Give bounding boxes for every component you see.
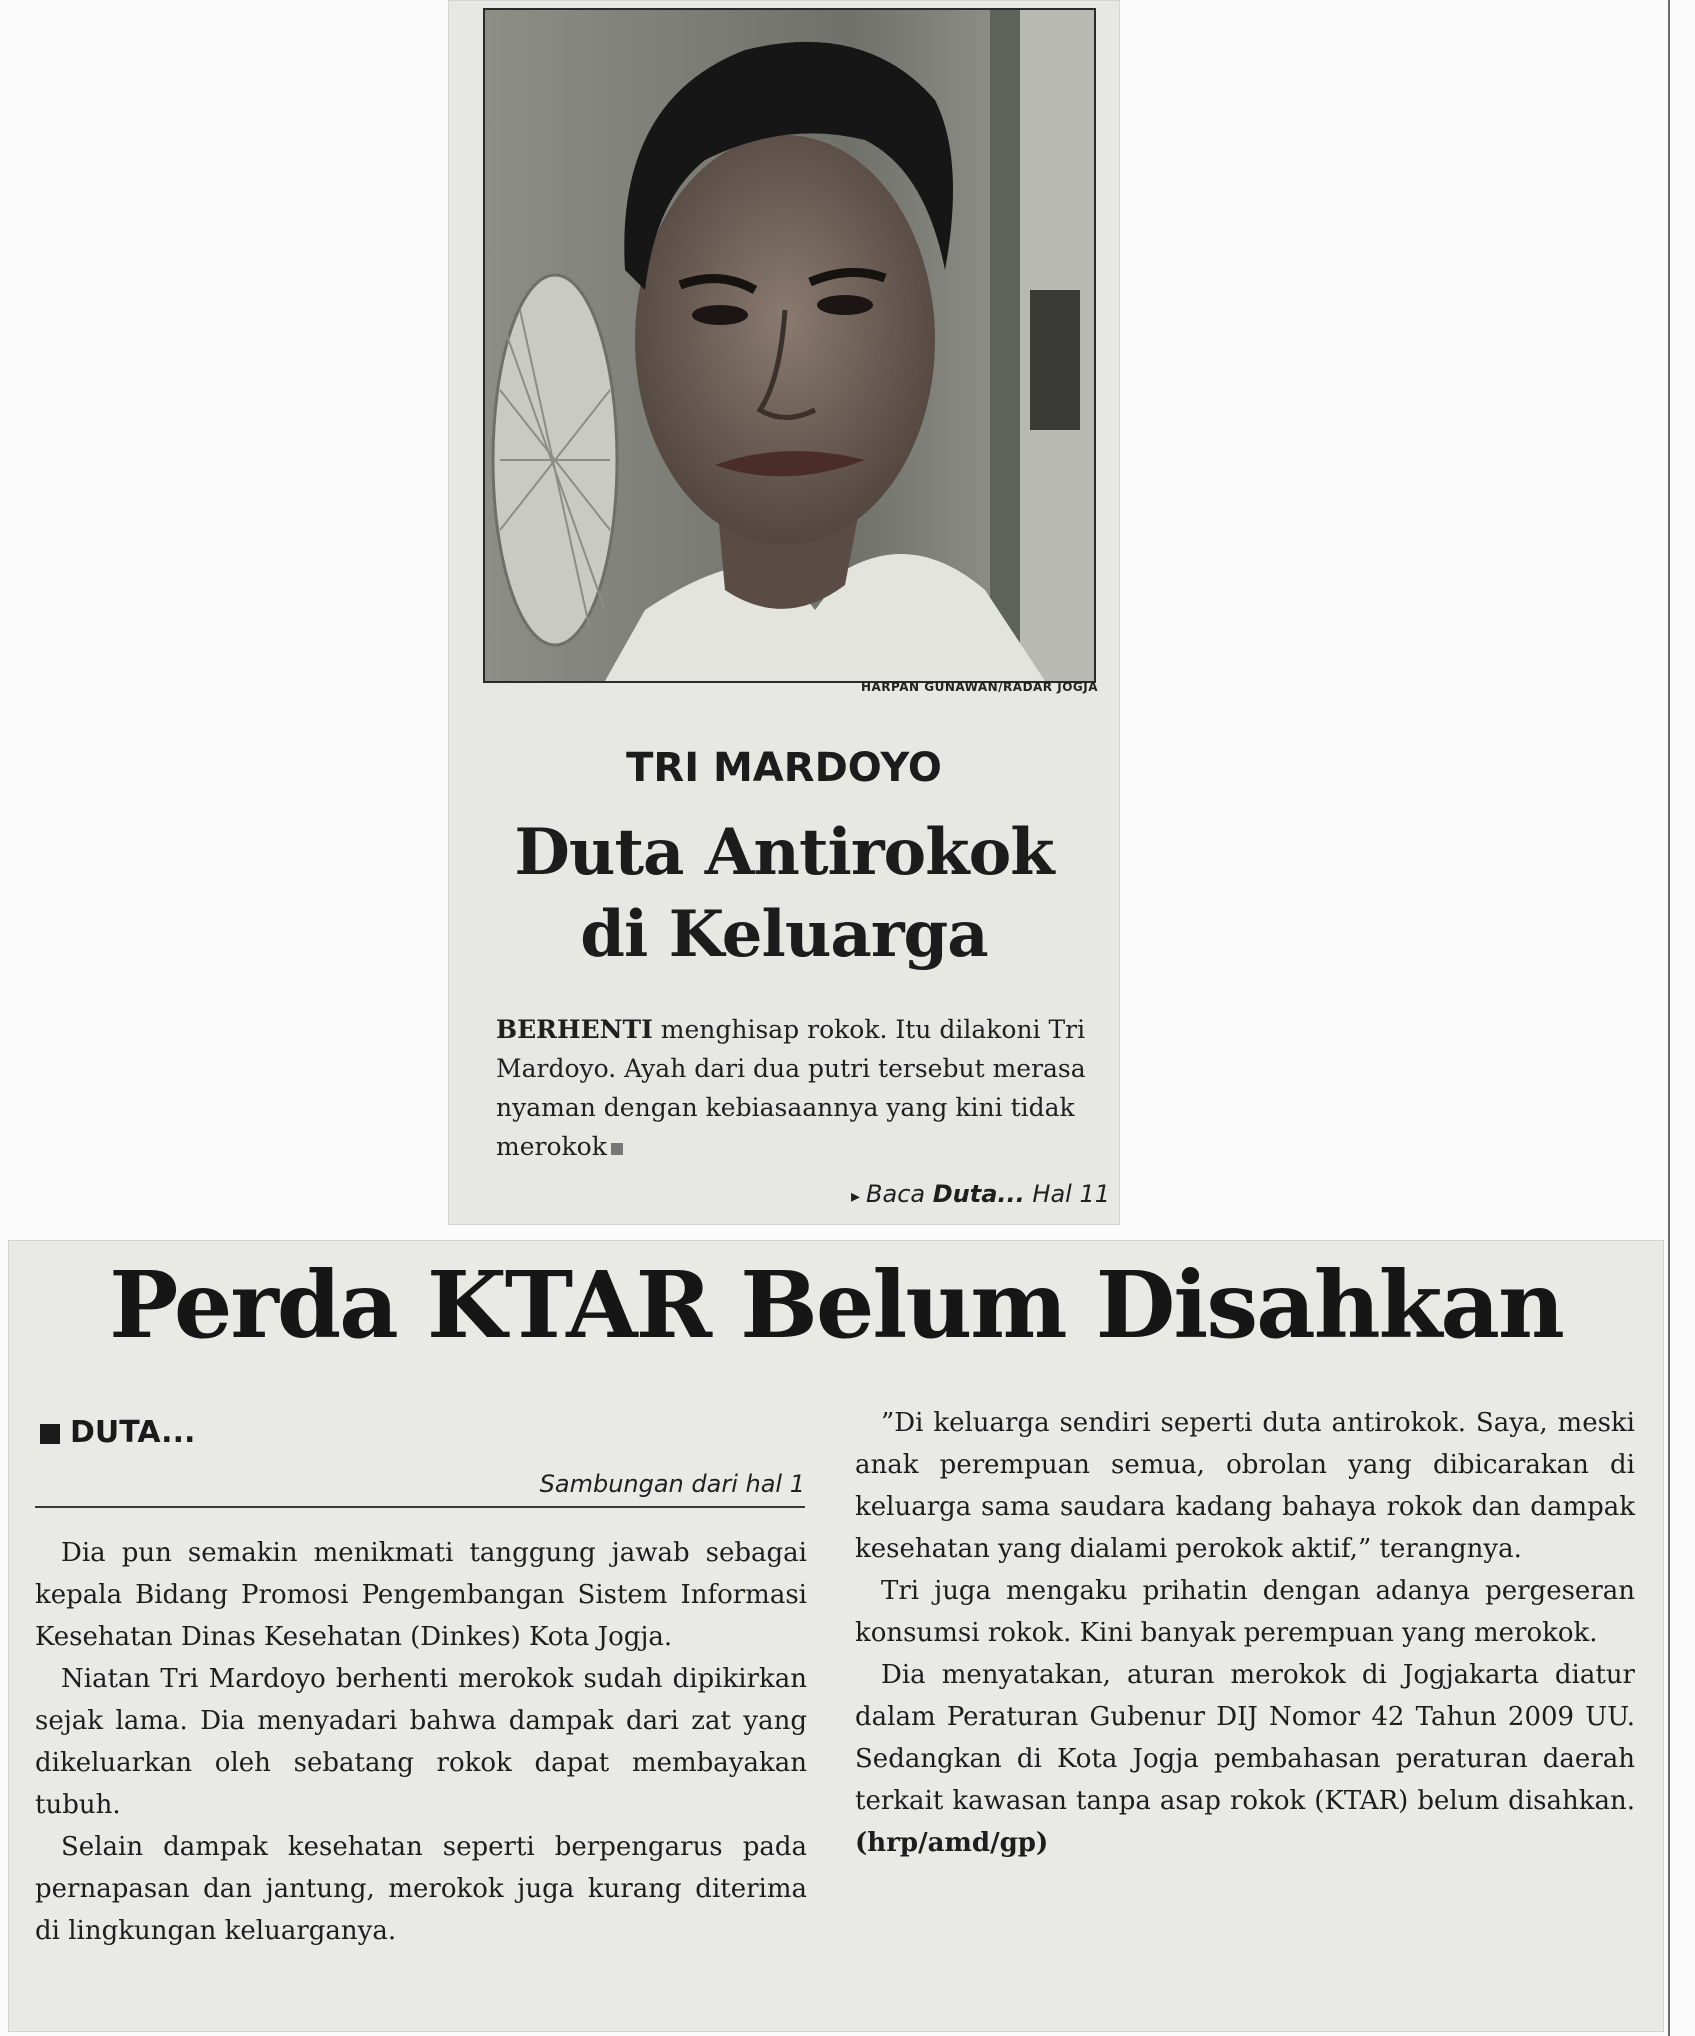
square-bullet-icon bbox=[40, 1424, 60, 1444]
right-column bbox=[855, 1402, 1635, 1864]
teaser-lead bbox=[496, 1010, 1106, 1166]
paragraph: ”Di keluarga sendiri seperti duta antirokok. Saya, meski anak perempuan semua, obrolan yang dibicarakan di keluarga sama saudara kadang bahaya rokok dan dampak kesehatan yang dialami perokok aktif,” terangnya. bbox=[855, 1408, 1635, 1564]
paragraph-text: Dia menyatakan, aturan merokok di Jogjakarta diatur dalam Peraturan Gubenur DIJ Nomor 42 Tahun 2009 UU. Sedangkan di Kota Jogja pembahasan peraturan daerah terkait kawasan tanpa asap rokok (KTAR) belum disahkan. bbox=[855, 1660, 1635, 1816]
left-column bbox=[35, 1532, 807, 1952]
teaser-title bbox=[448, 812, 1120, 976]
divider bbox=[35, 1506, 805, 1508]
paragraph: Dia pun semakin menikmati tanggung jawab sebagai kepala Bidang Promosi Pengembangan Sistem Informasi Kesehatan Dinas Kesehatan (Dinkes) Kota Jogja. bbox=[35, 1538, 807, 1652]
paragraph bbox=[855, 1654, 1635, 1864]
paragraph: Selain dampak kesehatan seperti berpengarus pada pernapasan dan jantung, merokok juga kurang diterima di lingkungan keluarganya. bbox=[35, 1832, 807, 1946]
photo-credit: HARPAN GUNAWAN/RADAR JOGJA bbox=[860, 680, 1098, 694]
ref-bold: Duta... bbox=[932, 1180, 1025, 1208]
signoff: (hrp/amd/gp) bbox=[855, 1828, 1049, 1858]
portrait-illustration bbox=[485, 10, 1094, 681]
teaser-kicker: TRI MARDOYO bbox=[626, 745, 942, 791]
lead-word: BERHENTI bbox=[496, 1015, 653, 1044]
section-label bbox=[40, 1415, 195, 1450]
teaser-title-line: di Keluarga bbox=[580, 897, 988, 972]
teaser-title-line: Duta Antirokok bbox=[514, 815, 1054, 890]
paragraph: Tri juga mengaku prihatin dengan adanya pergeseran konsumsi rokok. Kini banyak perempuan yang merokok. bbox=[855, 1576, 1635, 1648]
portrait-photo bbox=[483, 8, 1096, 683]
continued-from: Sambungan dari hal 1 bbox=[539, 1470, 805, 1498]
section-label-text: DUTA... bbox=[70, 1415, 196, 1450]
continuation-reference bbox=[700, 1180, 1110, 1208]
article-headline: Perda KTAR Belum Disahkan bbox=[109, 1251, 1563, 1359]
lead-text: menghisap rokok. Itu dilakoni Tri Mardoyo. Ayah dari dua putri tersebut merasa nyaman dengan kebiasaannya yang kini tidak merokok bbox=[496, 1015, 1086, 1161]
ref-prefix: Baca bbox=[866, 1180, 933, 1208]
paragraph: Niatan Tri Mardoyo berhenti merokok sudah dipikirkan sejak lama. Dia menyadari bahwa dampak dari zat yang dikeluarkan oleh sebatang rokok dapat membayakan tubuh. bbox=[35, 1664, 807, 1820]
scanner-edge bbox=[1668, 0, 1670, 2036]
ref-suffix: Hal 11 bbox=[1024, 1180, 1110, 1208]
triangle-right-icon: ▸ bbox=[851, 1186, 861, 1207]
end-mark-icon bbox=[611, 1143, 623, 1155]
